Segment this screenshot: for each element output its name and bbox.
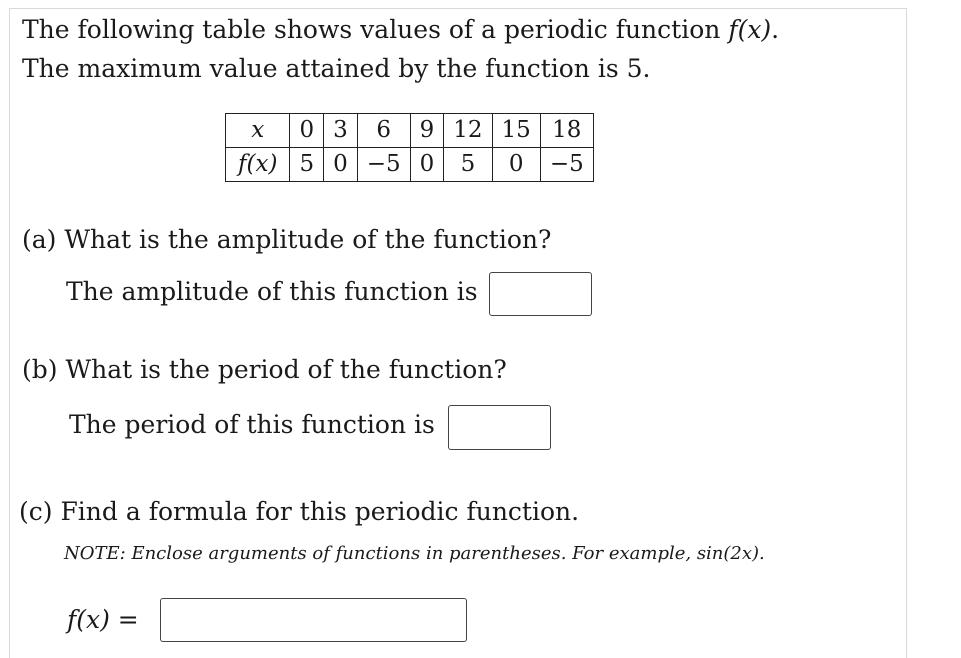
intro-line-2: The maximum value attained by the function is 5. — [22, 54, 651, 83]
table-row-f — [226, 148, 594, 182]
table-cell: 5 — [444, 148, 492, 182]
values-table — [225, 113, 594, 182]
part-a-question: (a) What is the amplitude of the function? — [22, 225, 552, 254]
table-cell: 6 — [357, 114, 410, 148]
table-cell: 3 — [324, 114, 358, 148]
amplitude-label: The amplitude of this function is — [66, 277, 478, 306]
x-header-cell: x — [226, 114, 290, 148]
formula-input[interactable] — [160, 598, 467, 642]
intro-text: The following table shows values of a periodic function — [22, 15, 729, 44]
table-cell: 0 — [492, 148, 540, 182]
table-cell: 5 — [290, 148, 324, 182]
part-b-question: (b) What is the period of the function? — [22, 355, 507, 384]
table-cell: 0 — [410, 148, 444, 182]
table-row-x — [226, 114, 594, 148]
table-cell: 15 — [492, 114, 540, 148]
intro-period: . — [771, 15, 780, 44]
intro-line-1 — [22, 15, 779, 45]
part-c-question: (c) Find a formula for this periodic function. — [19, 497, 580, 526]
table-cell: 18 — [540, 114, 593, 148]
function-name: f(x) — [728, 15, 772, 44]
table-cell: 12 — [444, 114, 492, 148]
table-cell: −5 — [540, 148, 593, 182]
period-label: The period of this function is — [69, 410, 435, 439]
formula-label: f(x) = — [67, 605, 139, 634]
period-input[interactable] — [448, 405, 551, 450]
note-text: NOTE: Enclose arguments of functions in parentheses. For example, sin(2x). — [64, 543, 765, 564]
table-cell: −5 — [357, 148, 410, 182]
table-cell: 0 — [290, 114, 324, 148]
table-cell: 0 — [324, 148, 358, 182]
table-cell: 9 — [410, 114, 444, 148]
f-header-cell: f(x) — [226, 148, 290, 182]
amplitude-input[interactable] — [489, 272, 592, 316]
